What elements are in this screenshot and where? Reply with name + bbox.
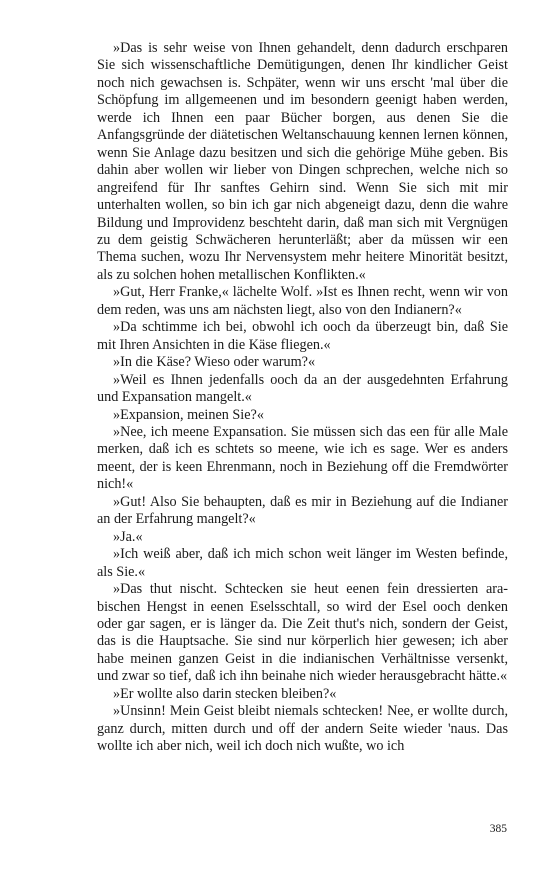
paragraph: »Da schtimme ich bei, obwohl ich ooch da überzeugt bin, daß Sie mit Ihren Ansichten in die Käse fliegen.«: [97, 319, 508, 353]
paragraph: »Weil es Ihnen jedenfalls ooch da an der ausgedehnten Erfahrung und Expansation mangelt.«: [97, 371, 508, 406]
paragraph: »Gut, Herr Franke,« lächelte Wolf. »Ist es Ihnen recht, wenn wir von dem reden, was uns am nächsten liegt, also von den Indianern?«: [97, 284, 508, 318]
page-number: 385: [489, 823, 507, 835]
paragraph: »Ja.«: [113, 528, 143, 545]
paragraph: »Nee, ich meene Expansation. Sie müssen sich das een für alle Male merken, daß ich es schtets so meene, wie ich es sage. Wer es anders meent, der is keen Ehrenmann, noch in Beziehung off die Fremdwörter nich!«: [97, 423, 508, 493]
body-text: [97, 40, 508, 756]
paragraph: »Das is sehr weise von Ihnen gehandelt, denn dadurch erschparen Sie sich wissenschaftliche Demütigungen, denen Ihr kindlicher Geist noch nich gewachsen is. Schpäter, wenn wir uns erscht 'mal über die Schöpfung im allgemeenen und im besondern geenigt haben werden, werde ich Ihnen een paar Bücher borgen, aus denen Sie die Anfangsgründe der diätetischen Weltanschauung kennen lernen können, wenn Sie Anlage dazu besitzen und sich die gehörige Mühe geben. Bis dahin aber wollen wir lieber von Dingen schprechen, welche nich so angreifend für Ihr sanftes Gehirn sind. Wenn Sie sich mit mir unterhalten wollen, so bin ich gar nich abgeneigt dazu, denn die wahre Bildung und Improvidenz beschteht darin, daß man sich mit Vergnügen zu dem geistig Schwächeren herunterläßt; aber da müssen wir een Thema suchen, wozu Ihr Nervensystem mehr heitere Minorität besitzt, als zu solchen hohen metallischen Konflikten.«: [97, 40, 508, 283]
paragraph: »Das thut nischt. Schtecken sie heut eenen fein dressierten arabischen Hengst in eenen Eselsschtall, so wird der Esel ooch denken oder gar sagen, er is länger da. Die Zeit thut's nich, sondern der Geist, das is die Hauptsache. Sie sind nur körperlich hier gewesen; ich aber habe meinen ganzen Geist in die indianischen Verhältnisse versenkt, und zwar so tief, daß ich ihn beinahe nich wieder herausgebracht hätte.«: [97, 581, 508, 685]
paragraph: »Expansion, meinen Sie?«: [113, 406, 264, 423]
paragraph: »Er wollte also darin stecken bleiben?«: [113, 685, 337, 702]
paragraph: »Ich weiß aber, daß ich mich schon weit länger im Westen befinde, als Sie.«: [97, 546, 508, 580]
paragraph: »Unsinn! Mein Geist bleibt niemals schtecken! Nee, er wollte durch, ganz durch, mitten durch und off der andern Seite wieder 'naus. Das wollte ich aber nich, weil ich doch nich wußte, wo ich: [97, 703, 508, 755]
paragraph: »Gut! Also Sie behaupten, daß es mir in Beziehung auf die Indianer an der Erfahrung mangelt?«: [97, 493, 508, 528]
paragraph: »In die Käse? Wieso oder warum?«: [113, 354, 316, 371]
